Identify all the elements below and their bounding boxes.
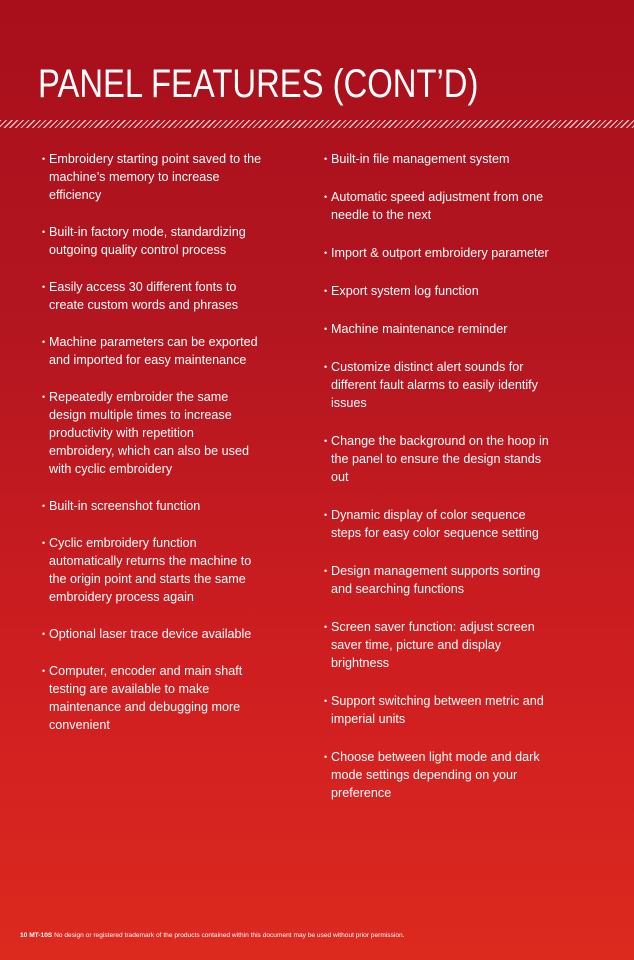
feature-text: Support switching between metric and imperial units [331, 694, 544, 726]
feature-item [324, 282, 549, 300]
bullet-icon: • [42, 337, 46, 347]
feature-item [324, 748, 549, 802]
feature-text: Computer, encoder and main shaft testing are available to make maintenance and debugging more convenient [49, 664, 243, 732]
feature-text: Repeatedly embroider the same design multiple times to increase productivity with repetition embroidery, which can also be used with cyclic embroidery [49, 390, 249, 476]
feature-text: Machine parameters can be exported and imported for easy maintenance [49, 335, 258, 367]
bullet-icon: • [324, 566, 328, 576]
feature-item [42, 223, 262, 259]
feature-item [324, 150, 549, 168]
bullet-icon: • [42, 154, 46, 164]
bullet-icon: • [324, 248, 328, 258]
bullet-icon: • [42, 629, 46, 639]
feature-item [324, 618, 549, 672]
feature-text: Embroidery starting point saved to the machine’s memory to increase efficiency [49, 152, 262, 202]
feature-item [42, 388, 262, 478]
hatched-divider [0, 120, 634, 128]
feature-text: Customize distinct alert sounds for different fault alarms to easily identify issues [331, 360, 538, 410]
feature-item [324, 320, 549, 338]
bullet-icon: • [42, 666, 46, 676]
feature-text: Cyclic embroidery function automatically returns the machine to the origin point and starts the same embroidery process again [49, 536, 252, 604]
feature-item [324, 562, 549, 598]
feature-text: Design management supports sorting and searching functions [331, 564, 541, 596]
bullet-icon: • [42, 501, 46, 511]
bullet-icon: • [324, 192, 328, 202]
bullet-icon: • [324, 286, 328, 296]
feature-text: Export system log function [331, 284, 479, 298]
bullet-icon: • [42, 538, 46, 548]
feature-item [324, 188, 549, 224]
feature-text: Built-in screenshot function [49, 499, 201, 513]
feature-item [42, 333, 262, 369]
feature-item [42, 497, 262, 515]
bullet-icon: • [324, 752, 328, 762]
features-right-column [324, 150, 549, 822]
feature-item [324, 692, 549, 728]
feature-text: Easily access 30 different fonts to create custom words and phrases [49, 280, 238, 312]
copyright-notice: No design or registered trademark of the products contained within this document may be used without prior permission. [54, 932, 405, 939]
bullet-icon: • [324, 362, 328, 372]
feature-item [42, 278, 262, 314]
feature-text: Built-in file management system [331, 152, 510, 166]
feature-text: Automatic speed adjustment from one needle to the next [331, 190, 544, 222]
bullet-icon: • [324, 622, 328, 632]
feature-text: Screen saver function: adjust screen saver time, picture and display brightness [331, 620, 535, 670]
bullet-icon: • [42, 227, 46, 237]
bullet-icon: • [324, 696, 328, 706]
bullet-icon: • [42, 392, 46, 402]
bullet-icon: • [324, 324, 328, 334]
feature-item [324, 432, 549, 486]
feature-item [324, 358, 549, 412]
page-title: PANEL FEATURES (CONT’D) [38, 62, 479, 106]
feature-text: Import & outport embroidery parameter [331, 246, 549, 260]
feature-item [42, 662, 262, 734]
feature-item [42, 625, 262, 643]
bullet-icon: • [42, 282, 46, 292]
features-left-column [42, 150, 262, 753]
feature-text: Built-in factory mode, standardizing outgoing quality control process [49, 225, 246, 257]
model-name: MT-10S [29, 932, 53, 939]
bullet-icon: • [324, 510, 328, 520]
feature-text: Machine maintenance reminder [331, 322, 508, 336]
page-footer [20, 931, 405, 940]
feature-item [324, 506, 549, 542]
bullet-icon: • [324, 436, 328, 446]
feature-item [42, 534, 262, 606]
feature-text: Choose between light mode and dark mode settings depending on your preference [331, 750, 540, 800]
feature-text: Optional laser trace device available [49, 627, 252, 641]
feature-item [324, 244, 549, 262]
feature-text: Change the background on the hoop in the panel to ensure the design stands out [331, 434, 549, 484]
feature-text: Dynamic display of color sequence steps for easy color sequence setting [331, 508, 539, 540]
page-number: 10 [20, 932, 28, 939]
bullet-icon: • [324, 154, 328, 164]
feature-item [42, 150, 262, 204]
